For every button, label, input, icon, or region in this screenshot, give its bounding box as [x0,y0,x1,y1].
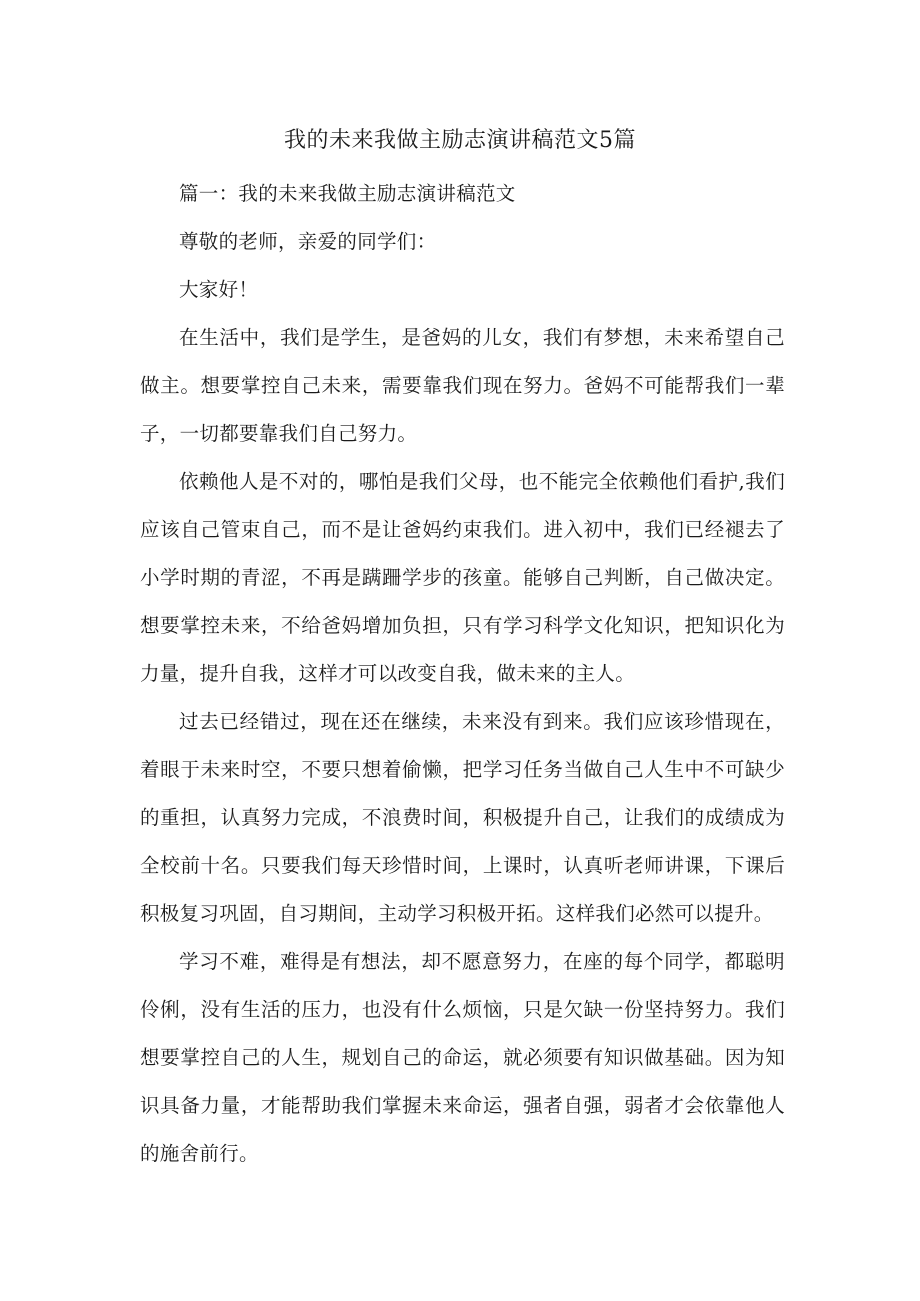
body-paragraph: 依赖他人是不对的，哪怕是我们父母，也不能完全依赖他们看护,我们应该自己管束自己，而不是让爸妈约束我们。进入初中，我们已经褪去了小学时期的青涩，不再是蹒跚学步的孩童。能够自己判断，自己做决定。想要掌控未来，不给爸妈增加负担，只有学习科学文化知识，把知识化为力量，提升自我，这样才可以改变自我，做未来的主人。 [140,470,785,685]
section-heading: 篇一：我的未来我做主励志演讲稿范文 [179,182,516,205]
document-body [140,170,785,1178]
document-title: 我的未来我做主励志演讲稿范文5篇 [284,128,636,153]
greeting: 大家好！ [179,278,259,301]
body-paragraph: 学习不难，难得是有想法，却不愿意努力，在座的每个同学，都聪明伶俐，没有生活的压力，也没有什么烦恼，只是欠缺一份坚持努力。我们想要掌控自己的人生，规划自己的命运，就必须要有知识做基础。因为知识具备力量，才能帮助我们掌握未来命运，强者自强，弱者才会依靠他人的施舍前行。 [140,950,785,1165]
body-paragraph: 在生活中，我们是学生，是爸妈的儿女，我们有梦想，未来希望自己做主。想要掌控自己未来，需要靠我们现在努力。爸妈不可能帮我们一辈子，一切都要靠我们自己努力。 [140,326,785,445]
salutation: 尊敬的老师，亲爱的同学们： [179,230,437,253]
body-paragraph: 过去已经错过，现在还在继续，未来没有到来。我们应该珍惜现在，着眼于未来时空，不要只想着偷懒，把学习任务当做自己人生中不可缺少的重担，认真努力完成，不浪费时间，积极提升自己，让我们的成绩成为全校前十名。只要我们每天珍惜时间，上课时，认真听老师讲课，下课后积极复习巩固，自习期间，主动学习积极开拓。这样我们必然可以提升。 [140,710,785,925]
